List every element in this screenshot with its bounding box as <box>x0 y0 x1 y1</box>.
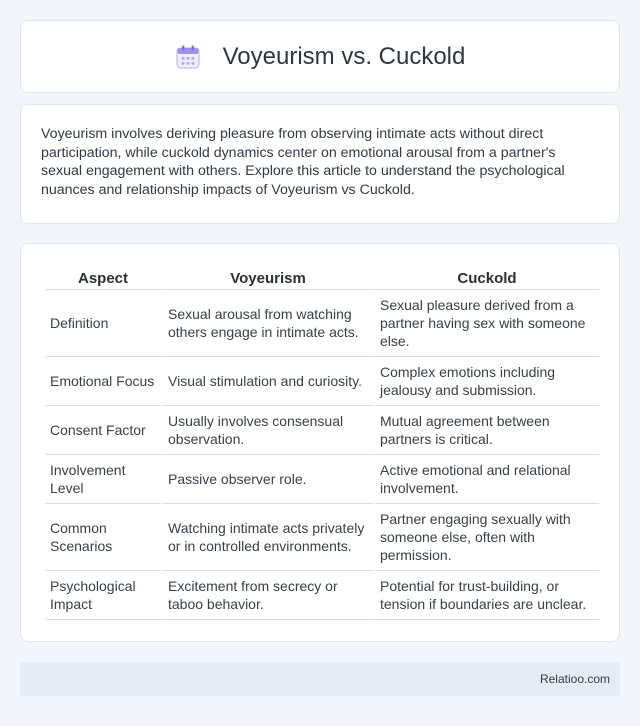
aspect-cell: Definition <box>45 290 161 357</box>
table-row <box>45 290 599 357</box>
header-cuckold: Cuckold <box>375 264 599 290</box>
aspect-cell: Psychological Impact <box>45 571 161 620</box>
header-voyeurism: Voyeurism <box>163 264 373 290</box>
cuckold-cell: Complex emotions including jealousy and submission. <box>375 357 599 406</box>
voyeurism-cell: Sexual arousal from watching others engage in intimate acts. <box>163 290 373 357</box>
aspect-cell: Emotional Focus <box>45 357 161 406</box>
calendar-icon <box>175 44 201 70</box>
aspect-cell: Common Scenarios <box>45 504 161 571</box>
aspect-cell: Involvement Level <box>45 455 161 504</box>
voyeurism-cell: Visual stimulation and curiosity. <box>163 357 373 406</box>
table-row <box>45 455 599 504</box>
title-wrap <box>175 43 466 71</box>
cuckold-cell: Sexual pleasure derived from a partner having sex with someone else. <box>375 290 599 357</box>
page-title: Voyeurism vs. Cuckold <box>222 42 466 70</box>
comparison-card <box>20 243 620 642</box>
table-row <box>45 357 599 406</box>
cuckold-cell: Potential for trust-building, or tension if boundaries are unclear. <box>375 571 599 620</box>
header-aspect: Aspect <box>45 264 161 290</box>
intro-paragraph: Voyeurism involves deriving pleasure from observing intimate acts without direct participation, while cuckold dynamics center on emotional arousal from a partner's sexual engagement with others. Explore this article to understand the psychological nuances and relationship impacts of Voyeurism vs Cuckold. <box>41 126 565 198</box>
aspect-cell: Consent Factor <box>45 406 161 455</box>
intro-card <box>20 104 620 224</box>
table-row <box>45 406 599 455</box>
voyeurism-cell: Excitement from secrecy or taboo behavior. <box>163 571 373 620</box>
title-card <box>20 20 620 93</box>
voyeurism-cell: Usually involves consensual observation. <box>163 406 373 455</box>
cuckold-cell: Partner engaging sexually with someone else, often with permission. <box>375 504 599 571</box>
footer-site-link[interactable]: Relatioo.com <box>539 672 610 686</box>
voyeurism-cell: Watching intimate acts privately or in controlled environments. <box>163 504 373 571</box>
cuckold-cell: Mutual agreement between partners is critical. <box>375 406 599 455</box>
table-row <box>45 571 599 620</box>
table-header-row <box>45 264 599 290</box>
comparison-table <box>43 264 601 620</box>
cuckold-cell: Active emotional and relational involvement. <box>375 455 599 504</box>
footer-bar <box>20 662 620 696</box>
table-row <box>45 504 599 571</box>
voyeurism-cell: Passive observer role. <box>163 455 373 504</box>
